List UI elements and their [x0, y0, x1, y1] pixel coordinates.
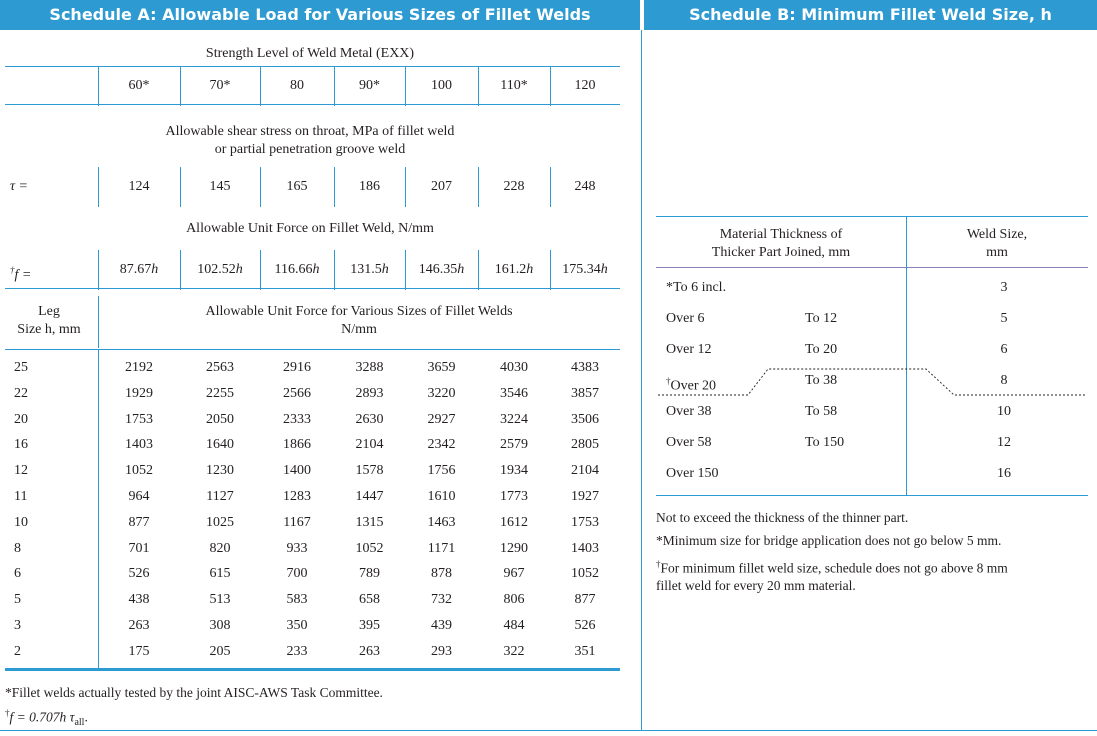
schedule-b-title-text: Schedule B: Minimum Fillet Weld Size, h	[689, 5, 1052, 24]
force-cell: 878	[431, 566, 452, 582]
tau-value-2: 145	[209, 179, 231, 194]
unit-force-heading: Allowable Unit Force on Fillet Weld, N/mm	[186, 221, 434, 236]
force-cell: 1283	[283, 489, 311, 504]
leg-size: 3	[14, 618, 21, 633]
force-cell: 2104	[355, 437, 384, 453]
force-cell: 1025	[206, 514, 234, 530]
col-divider	[334, 66, 335, 106]
force-cell: 2342	[427, 437, 456, 453]
force-cell: 2579	[500, 437, 528, 453]
col-divider	[405, 66, 406, 106]
strength-level-6: 110*	[500, 78, 528, 93]
force-cell: 1290	[500, 540, 528, 556]
force-cell: 233	[286, 643, 308, 659]
leg-size: 22	[14, 385, 28, 401]
force-cell: 1756	[427, 463, 456, 479]
force-cell: 1052	[571, 566, 599, 582]
force-cell: 263	[359, 643, 380, 659]
weld-size: 12	[997, 435, 1011, 450]
rule	[5, 288, 620, 289]
force-cell: 513	[209, 592, 231, 608]
thickness-from: Over 38	[666, 404, 712, 419]
strength-level-3: 80	[290, 78, 304, 93]
note-3-text: For minimum fillet weld size, schedule does not go above 8 mm	[660, 560, 1008, 576]
note-1: Not to exceed the thickness of the thinner part.	[656, 510, 909, 525]
col-divider	[260, 167, 261, 207]
col-divider	[478, 250, 479, 290]
tau-label: τ =	[10, 179, 28, 194]
force-cell: 1230	[206, 463, 234, 479]
col1-header-line1: Material Thickness of	[719, 227, 843, 242]
strength-level-5: 100	[431, 78, 452, 93]
dagger-mark: †	[5, 708, 10, 718]
weld-size: 16	[997, 466, 1011, 481]
force-cell: 484	[503, 618, 525, 633]
force-cell: 877	[574, 592, 596, 608]
tau-value-5: 207	[431, 179, 452, 194]
force-cell: 175	[128, 643, 150, 659]
force-cell: 438	[128, 592, 150, 608]
rule	[656, 216, 1088, 217]
col-divider	[550, 250, 551, 290]
force-cell: 700	[286, 566, 308, 582]
force-cell: 3220	[427, 385, 456, 401]
leg-header-line1: Leg	[38, 304, 60, 319]
col-divider	[405, 250, 406, 290]
bottom-rule	[0, 730, 1097, 731]
footnote-2	[5, 703, 88, 733]
force-cell: 395	[359, 618, 380, 633]
force-cell: 308	[209, 618, 231, 633]
force-cell: 526	[128, 566, 150, 582]
force-cell: 1612	[500, 514, 528, 530]
footnote-2-end: .	[84, 709, 88, 725]
force-cell: 2566	[283, 385, 311, 401]
various-heading-line1: Allowable Unit Force for Various Sizes of Fillet Welds	[205, 304, 513, 319]
force-cell: 351	[574, 643, 596, 659]
col-divider	[405, 167, 406, 207]
strength-level-7: 120	[574, 78, 596, 93]
note-3-line2: fillet weld for every 20 mm material.	[656, 578, 856, 593]
force-cell: 1463	[427, 514, 456, 530]
strength-level-2: 70*	[209, 78, 231, 93]
force-cell: 4030	[500, 360, 528, 375]
col-divider	[180, 66, 181, 106]
dagger-transition-line	[656, 360, 1088, 400]
f-value-5: 146.35h	[418, 262, 465, 277]
force-cell: 964	[128, 489, 150, 504]
thickness-from: *To 6 incl.	[666, 280, 727, 295]
col-divider	[478, 66, 479, 106]
force-cell: 1929	[125, 385, 153, 401]
force-cell: 2255	[206, 385, 234, 401]
force-cell: 583	[286, 592, 308, 608]
tau-value-1: 124	[128, 179, 150, 194]
shear-heading-line1: Allowable shear stress on throat, MPa of fillet weld	[165, 124, 455, 139]
thickness-from: Over 12	[666, 342, 712, 357]
force-cell: 789	[359, 566, 380, 582]
col-divider	[98, 167, 99, 207]
strength-heading: Strength Level of Weld Metal (EXX)	[205, 46, 415, 61]
col-divider	[180, 250, 181, 290]
force-cell: 2916	[283, 360, 311, 375]
force-cell: 1610	[427, 489, 456, 504]
force-cell: 3857	[571, 385, 599, 401]
force-cell: 1052	[355, 540, 384, 556]
table-bottom-rule	[5, 668, 620, 671]
f-label-text: f =	[14, 267, 32, 283]
leg-size: 16	[14, 437, 28, 453]
shear-heading-line2: or partial penetration groove weld	[214, 142, 406, 157]
thickness-from: Over 58	[666, 435, 712, 450]
thickness-to: To 12	[805, 311, 838, 326]
force-cell: 615	[209, 566, 231, 582]
force-cell: 820	[209, 540, 231, 556]
footnote-1: *Fillet welds actually tested by the joint AISC-AWS Task Committee.	[5, 685, 383, 700]
strength-level-4: 90*	[359, 78, 380, 93]
various-heading-line2: N/mm	[341, 322, 377, 337]
force-cell: 1171	[427, 540, 456, 556]
force-cell: 933	[286, 540, 308, 556]
force-cell: 1403	[125, 437, 153, 453]
force-cell: 1753	[571, 514, 599, 530]
leg-size: 2	[14, 643, 21, 659]
force-cell: 350	[286, 618, 308, 633]
force-cell: 2192	[125, 360, 153, 375]
force-cell: 1052	[125, 463, 153, 479]
force-cell: 2927	[427, 411, 456, 427]
force-cell: 1400	[283, 463, 311, 479]
panel-divider	[641, 30, 642, 730]
dagger-mark: †	[666, 376, 671, 386]
thickness-to: To 58	[805, 404, 838, 419]
weld-size: 6	[1000, 342, 1008, 357]
force-cell: 263	[128, 618, 150, 633]
tau-value-6: 228	[503, 179, 525, 194]
f-value-7: 175.34h	[562, 262, 608, 277]
force-cell: 2050	[206, 411, 234, 427]
force-cell: 1167	[283, 514, 311, 530]
leg-size: 10	[14, 514, 28, 530]
force-cell: 1927	[571, 489, 599, 504]
force-cell: 3224	[500, 411, 528, 427]
col-divider	[478, 167, 479, 207]
force-cell: 3546	[500, 385, 528, 401]
thickness-from: Over 6	[666, 311, 705, 326]
tau-value-7: 248	[574, 179, 596, 194]
force-cell: 1753	[125, 411, 153, 427]
thickness-from-text: Over 20	[670, 378, 716, 394]
f-value-6: 161.2h	[494, 262, 534, 277]
force-cell: 1866	[283, 437, 311, 453]
col-divider	[550, 66, 551, 106]
force-cell: 322	[503, 643, 525, 659]
f-value-3: 116.66h	[274, 262, 320, 277]
col-divider	[334, 167, 335, 207]
footnote-2-sub: all	[74, 717, 85, 729]
force-cell: 1578	[355, 463, 384, 479]
force-cell: 293	[431, 643, 452, 659]
weld-size: 10	[997, 404, 1011, 419]
leg-size: 20	[14, 411, 28, 427]
col-divider	[334, 250, 335, 290]
force-cell: 4383	[571, 360, 599, 375]
force-cell: 2630	[355, 411, 384, 427]
col-divider	[98, 250, 99, 290]
thickness-to: To 38	[805, 373, 838, 388]
table-bottom-rule	[656, 495, 1088, 496]
col2-header-line2: mm	[986, 245, 1008, 260]
force-cell: 2893	[355, 385, 384, 401]
dagger-mark: †	[10, 265, 15, 275]
force-cell: 2333	[283, 411, 311, 427]
tau-value-3: 165	[286, 179, 308, 194]
force-cell: 1934	[500, 463, 528, 479]
col-divider	[550, 167, 551, 207]
force-cell: 806	[503, 592, 525, 608]
force-cell: 3659	[427, 360, 456, 375]
col-divider	[98, 66, 99, 106]
force-cell: 877	[128, 514, 150, 530]
schedule-a-title: Schedule A: Allowable Load for Various Sizes of Fillet Welds	[0, 0, 640, 30]
force-cell: 967	[503, 566, 525, 582]
f-value-4: 131.5h	[350, 262, 389, 277]
dagger-mark: †	[656, 559, 661, 569]
force-cell: 2805	[571, 437, 599, 453]
col-divider	[180, 167, 181, 207]
thickness-to: To 20	[805, 342, 838, 357]
force-cell: 1447	[355, 489, 384, 504]
thickness-to: To 150	[805, 435, 845, 450]
col1-header-line2: Thicker Part Joined, mm	[711, 245, 851, 260]
weld-size: 8	[1000, 373, 1008, 388]
force-cell: 2104	[571, 463, 599, 479]
col-divider	[260, 66, 261, 106]
force-cell: 658	[359, 592, 380, 608]
force-cell: 1127	[206, 489, 234, 504]
leg-size: 11	[14, 489, 28, 504]
header-rule	[656, 267, 1088, 268]
f-label	[10, 262, 31, 284]
leg-header-line2: Size h, mm	[17, 322, 81, 337]
force-cell: 205	[209, 643, 231, 659]
f-value-1: 87.67h	[119, 262, 159, 277]
force-cell: 1403	[571, 540, 599, 556]
note-2: *Minimum size for bridge application does not go below 5 mm.	[656, 533, 1002, 548]
force-cell: 3506	[571, 411, 599, 427]
force-cell: 526	[574, 618, 596, 633]
weld-size: 5	[1000, 311, 1008, 326]
tau-value-4: 186	[359, 179, 380, 194]
footnote-2-text: f = 0.707h τ	[9, 709, 75, 725]
col-divider	[260, 250, 261, 290]
force-cell: 701	[128, 540, 150, 556]
force-cell: 1315	[355, 514, 384, 530]
force-cell: 3288	[355, 360, 384, 375]
force-cell: 1773	[500, 489, 528, 504]
col2-header-line1: Weld Size,	[966, 227, 1028, 242]
thickness-from: Over 150	[666, 466, 719, 481]
strength-level-1: 60*	[128, 78, 150, 93]
force-cell: 1640	[206, 437, 234, 453]
force-cell: 2563	[206, 360, 234, 375]
leg-size: 25	[14, 360, 28, 375]
weld-size: 3	[1000, 280, 1008, 295]
schedule-b-title	[644, 0, 1097, 30]
f-value-2: 102.52h	[197, 262, 243, 277]
force-cell: 439	[431, 618, 452, 633]
leg-size: 5	[14, 592, 21, 608]
leg-size: 6	[14, 566, 21, 582]
force-cell: 732	[431, 592, 452, 608]
leg-size: 12	[14, 463, 28, 479]
leg-size: 8	[14, 540, 21, 556]
